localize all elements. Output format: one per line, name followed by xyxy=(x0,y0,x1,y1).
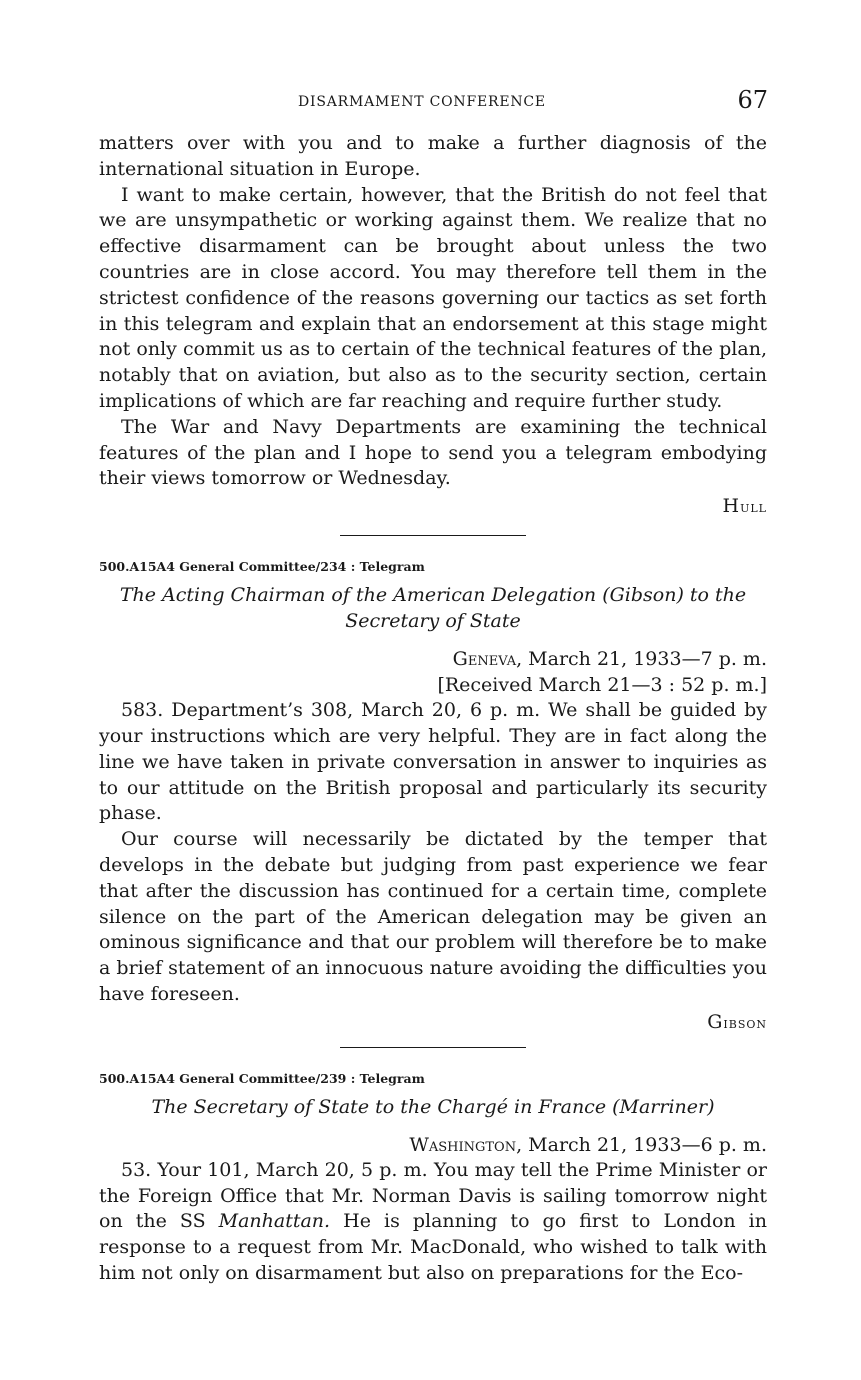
file-reference: 500.A15A4 General Committee/239 : Telegram xyxy=(99,1070,425,1086)
document-title: The Acting Chairman of the American Delegation (Gibson) to the Secretary of State xyxy=(119,584,747,633)
dateline xyxy=(99,646,767,672)
dateline xyxy=(99,1132,767,1158)
section-divider xyxy=(340,535,526,536)
paragraph-end: He is planning to go first to London in response to a request from Mr. MacDonald, who wished to talk with him not only on disarmament but also on preparations for the Eco- xyxy=(99,1210,767,1284)
document-title: The Secretary of State to the Chargé in France (Marriner) xyxy=(151,1095,715,1118)
paragraph xyxy=(99,1158,767,1287)
signature-hull: Hull xyxy=(722,495,767,518)
paragraph-start: 53. Your 101, March 20, 5 p. m. You may tell the Prime Minister or the Foreign Office that Mr. Norman Davis is sailing tomorrow night on the SS xyxy=(99,1158,767,1233)
signature-gibson: Gibson xyxy=(707,1010,767,1033)
paragraph: The War and Navy Departments are examining the technical features of the plan and I hope to send you a telegram embodying their views tomorrow or Wednesday. xyxy=(99,415,767,490)
dateline-date: , March 21, 1933—7 p. m. xyxy=(516,648,767,671)
paragraph: 583. Department’s 308, March 20, 6 p. m. We shall be guided by your instructions which are very helpful. They are in fact along the line we have taken in private conversation in answer to inquiries as to our attitude on the British proposal and particularly its security phase. xyxy=(99,699,767,825)
received-line: [Received March 21—3 : 52 p. m.] xyxy=(437,674,767,697)
telegram-gibson xyxy=(99,559,767,1035)
dateline-place: Washington xyxy=(409,1133,517,1156)
paragraph: matters over with you and to make a further diagnosis of the international situation in Europe. xyxy=(99,132,767,180)
page-number: 67 xyxy=(737,86,768,114)
section-divider xyxy=(340,1047,526,1048)
paragraph: I want to make certain, however, that the British do not feel that we are unsympathetic or working against them. We realize that no effective disarmament can be brought about unless the two countries are in close accord. You may therefore tell them in the strictest confidence of the reasons governing our tactics as set forth in this telegram and explain that an endorsement at this stage might not only commit us as to certain of the technical features of the plan, notably that on aviation, but also as to the security section, certain implications of which are far reaching and require further study. xyxy=(99,183,767,412)
dateline-place: Geneva xyxy=(452,648,517,671)
ship-name: Manhattan. xyxy=(218,1210,331,1233)
telegram-marriner xyxy=(99,1071,767,1287)
dateline-date: , March 21, 1933—6 p. m. xyxy=(516,1133,767,1156)
running-head: DISARMAMENT CONFERENCE xyxy=(298,94,546,110)
body-text xyxy=(99,131,767,1287)
paragraph: Our course will necessarily be dictated by the temper that develops in the debate but judging from past experience we fear that after the discussion has continued for a certain time, complete silence on the part of the American delegation may be given an ominous significance and that our problem will therefore be to make a brief statement of an innocuous nature avoiding the difficulties you have foreseen. xyxy=(99,828,767,1005)
page-header xyxy=(100,86,768,118)
file-reference: 500.A15A4 General Committee/234 : Telegram xyxy=(99,559,425,575)
telegram-continuation xyxy=(99,131,767,519)
